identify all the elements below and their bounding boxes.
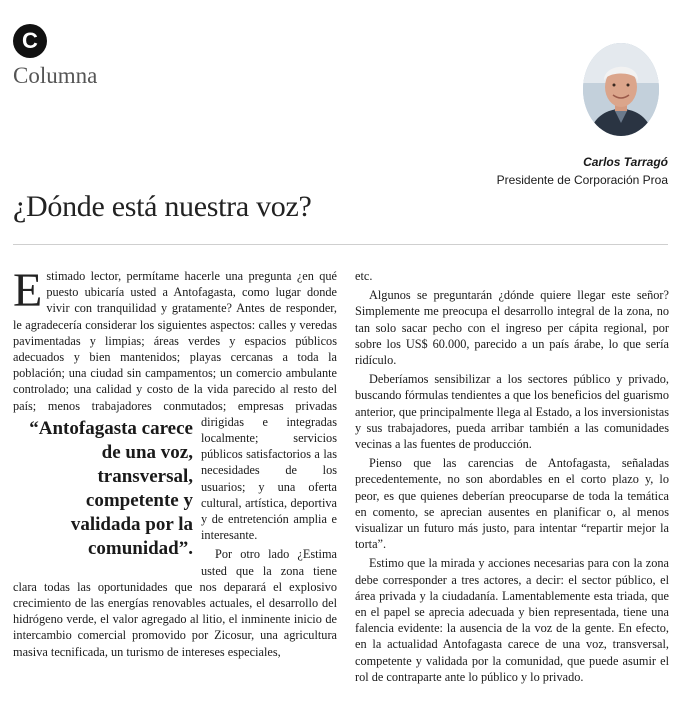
right-paragraph-2: Deberíamos sensibilizar a los sectores público y privado, buscando fórmulas tendientes a que los beneficios del guarismo anterior, que principalmente llega al Estado, a los inversionistas y sus trabajadores, pueda arribar también a las comunidades vecinas a las fuentes de producción.	[355, 372, 669, 452]
right-paragraph-3: Pienso que las carencias de Antofagasta, señaladas precedentemente, no son abordables en el corto plazo y, lo peor, es que quienes deberían preocuparse de toda la temática en comento, se aprecian ausentes en planificar o, al menos visualizar un futuro más justo, para intentar “repartir mejor la torta”.	[355, 456, 669, 552]
author-photo	[583, 43, 659, 136]
logo-letter: C	[22, 28, 38, 53]
drop-cap: E	[13, 264, 43, 317]
right-paragraph-4: Estimo que la mirada y acciones necesarias para con la zona debe corresponder a tres actores, a decir: el sector público, el área privada y la ciudadanía. Lamentablemente esta triada, que en el papel se aprecia adecuada y bien representada, tiene una falencia evidente: la ausencia de la voz de la gente. En efecto, en la actualidad Antofagasta carece de una voz, transversal, competente y validada por la comunidad, que puede asumir el rol de contraparte ante lo público y lo privado.	[355, 556, 669, 684]
article-right-column	[355, 268, 669, 688]
article-headline: ¿Dónde está nuestra voz?	[13, 190, 312, 223]
headline-divider	[13, 244, 668, 245]
author-portrait-image	[583, 43, 659, 136]
section-logo	[13, 24, 47, 58]
right-paragraph-1: Algunos se preguntarán ¿dónde quiere llegar este señor? Simplemente me preocupa el desarrollo integral de la zona, no tan solo sacar pecho con el ingreso per cápita regional, por sobre los US$ 60.000, parecido a un país árabe, lo que sería ridículo.	[355, 288, 669, 368]
section-label: Columna	[13, 63, 98, 88]
right-paragraph-0: etc.	[355, 269, 373, 283]
article-left-column	[13, 264, 337, 663]
left-paragraph-1-text: stimado lector, permítame hacerle una pregunta ¿en qué puesto ubicaría usted a Antofagasta, como lugar donde vivir con tranquilidad y gratamente? Antes de responder, le agradecería considerar los siguientes aspectos: calles y veredas pavimentadas y limpias; áreas verdes y espacios públicos adecuados y bien mantenidos; playas cercanas a toda la población; una ciudad sin campamentos; un comercio ambulante controlado; una calidad y costo de la vida parecido al resto del país; menos trabajadores conmutados; empresas privadas dirigidas e integradas localmente; servicios públicos satisfactorios a las necesidades de los usuarios; y una oferta cultural, artística, deportiva y de entretención amplia e interesante.	[13, 269, 337, 543]
author-name: Carlos Tarragó	[583, 155, 668, 169]
author-byline	[497, 153, 668, 189]
left-paragraph-2: Por otro lado ¿Estima usted que la zona tiene clara todas las oportunidades que nos deparará el explosivo crecimiento de las energías renovables actuales, el desarrollo del hidrógeno verde, el valor agregado al litio, el inminente inicio de intercambio comercial promovido por Zicosur, una agricultura masiva tecnificada, un turismo de intereses especiales,	[13, 547, 337, 659]
author-role: Presidente de Corporación Proa	[496, 173, 668, 187]
pull-quote-float: “Antofagasta carece de una voz, transversal, competente y validada por la comunidad”.	[29, 418, 193, 559]
left-paragraph-1	[13, 264, 337, 559]
